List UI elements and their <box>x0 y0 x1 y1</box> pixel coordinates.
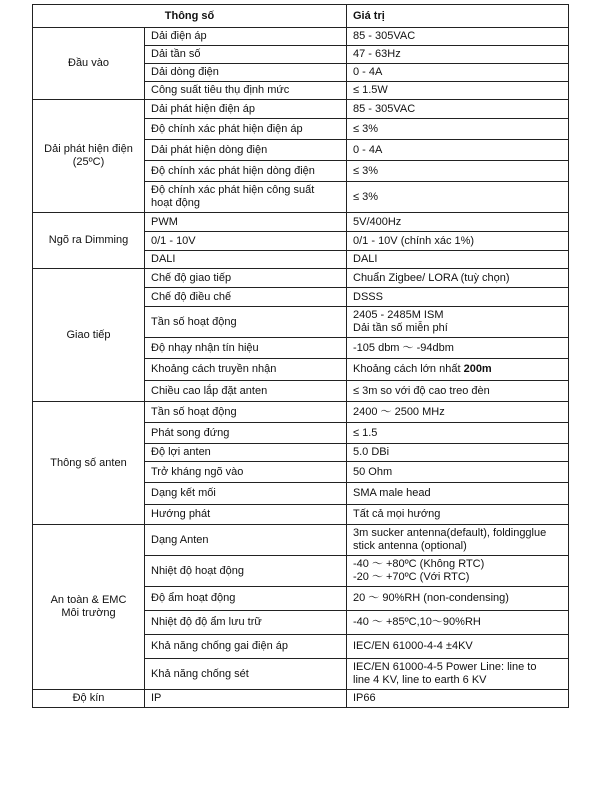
param-cell <box>145 525 347 556</box>
param-cell <box>145 359 347 381</box>
param-text: Hướng phát <box>151 508 211 520</box>
group-label <box>33 28 145 100</box>
param-cell <box>145 119 347 140</box>
group-label <box>33 525 145 690</box>
param-text: Công suất tiêu thụ định mức <box>151 84 290 96</box>
param-cell <box>145 269 347 288</box>
param-text: PWM <box>151 215 178 228</box>
value-text: 50 Ohm <box>353 465 393 478</box>
param-cell <box>145 46 347 64</box>
param-cell <box>145 381 347 402</box>
group-label <box>33 402 145 525</box>
param-cell <box>145 251 347 269</box>
param-text: Nhiệt độ độ ẩm lưu trữ <box>151 616 262 628</box>
value-cell <box>347 338 569 359</box>
value-text: IEC/EN 61000-4-5 Power Line: line to <box>353 661 537 673</box>
param-cell <box>145 505 347 525</box>
value-cell <box>347 213 569 232</box>
group-label <box>33 690 145 708</box>
table-row <box>33 28 569 46</box>
param-cell <box>145 28 347 46</box>
value-text: 85 - 305VAC <box>353 102 416 115</box>
value-text: IP66 <box>353 692 376 704</box>
param-text: Độ lợi anten <box>151 446 211 458</box>
param-text: Dải điện áp <box>151 30 207 42</box>
table-row <box>33 269 569 288</box>
param-cell <box>145 587 347 611</box>
param-cell <box>145 444 347 462</box>
value-cell <box>347 611 569 635</box>
value-text: DSSS <box>353 290 383 303</box>
param-text: Khả năng chống sét <box>151 667 249 680</box>
value-text: ≤ 3m so với độ cao treo đèn <box>353 384 490 397</box>
param-text: Chiều cao lắp đặt anten <box>151 384 268 397</box>
value-cell <box>347 525 569 556</box>
spec-body <box>33 28 569 708</box>
group-name-line2: (25ºC) <box>72 156 105 168</box>
param-text: Khoảng cách truyền nhận <box>151 363 277 375</box>
value-cell <box>347 307 569 338</box>
param-text: Tần số hoạt động <box>151 405 237 418</box>
param-cell <box>145 288 347 307</box>
value-cell <box>347 288 569 307</box>
param-text: Chế độ giao tiếp <box>151 271 232 284</box>
param-cell <box>145 402 347 423</box>
value-cell <box>347 483 569 505</box>
param-cell <box>145 483 347 505</box>
table-row <box>33 213 569 232</box>
table-row <box>33 525 569 556</box>
value-cell <box>347 381 569 402</box>
param-text: Độ nhạy nhận tín hiệu <box>151 341 259 354</box>
value-text: ≤ 1.5 <box>353 426 378 439</box>
value-text: -40 ～ +80ºC (Không RTC) <box>353 558 485 570</box>
param-text: Phát song đứng <box>151 426 230 439</box>
header-value: Giá trị <box>347 5 569 28</box>
value-text: Khoảng cách lớn nhất <box>353 363 461 375</box>
param-text: Chế độ điều chế <box>151 290 232 303</box>
value-cell <box>347 64 569 82</box>
param-text: Tần số hoạt động <box>151 315 237 328</box>
param-text: Độ chính xác phát hiện điện áp <box>151 122 303 135</box>
value-cell <box>347 556 569 587</box>
param-text: Độ chính xác phát hiện công suất <box>151 184 315 196</box>
param-text: 0/1 - 10V <box>151 234 196 247</box>
param-text: Dạng Anten <box>151 533 209 546</box>
param-cell <box>145 611 347 635</box>
header-row <box>33 5 569 28</box>
param-cell <box>145 161 347 182</box>
param-text: Độ ẩm hoạt động <box>151 592 236 604</box>
param-cell <box>145 338 347 359</box>
value-cell <box>347 359 569 381</box>
value-text-line2: Dải tần số miễn phí <box>353 322 448 334</box>
value-text: -40 ～ +85ºC,10～90%RH <box>353 616 481 628</box>
table-row <box>33 402 569 423</box>
param-text: Dải phát hiện dòng điện <box>151 143 268 156</box>
value-text: ≤ 3% <box>353 190 378 203</box>
param-text: Trở kháng ngõ vào <box>151 465 244 478</box>
value-text-line2: -20 ～ +70ºC (Với RTC) <box>353 571 470 583</box>
value-cell <box>347 232 569 251</box>
value-cell <box>347 119 569 140</box>
param-cell <box>145 232 347 251</box>
group-name: An toàn & EMC <box>50 594 127 606</box>
value-cell <box>347 269 569 288</box>
group-name: Thông số anten <box>50 456 127 469</box>
param-cell <box>145 64 347 82</box>
value-text: 2400 ～ 2500 MHz <box>353 405 445 418</box>
value-cell <box>347 462 569 483</box>
param-text: Dải tần số <box>151 48 201 60</box>
value-text-line2: stick antenna (optional) <box>353 540 467 552</box>
value-cell <box>347 587 569 611</box>
param-cell <box>145 423 347 444</box>
param-text: Khả năng chống gai điện áp <box>151 640 289 652</box>
group-label <box>33 100 145 213</box>
group-name: Giao tiếp <box>66 328 111 341</box>
param-text-line2: hoạt động <box>151 197 200 209</box>
group-name-line2: Môi trường <box>61 607 116 619</box>
param-text: IP <box>151 692 162 704</box>
value-text: 5V/400Hz <box>353 215 402 228</box>
value-cell <box>347 100 569 119</box>
param-cell <box>145 82 347 100</box>
value-cell <box>347 140 569 161</box>
table-row <box>33 690 569 708</box>
param-cell <box>145 635 347 659</box>
table-row <box>33 100 569 119</box>
group-label <box>33 269 145 402</box>
spec-table <box>32 4 569 708</box>
value-cell <box>347 251 569 269</box>
group-name: Độ kín <box>72 692 105 704</box>
param-cell <box>145 659 347 690</box>
value-text: ≤ 1.5W <box>353 84 388 96</box>
param-text: Dạng kết mối <box>151 487 216 499</box>
value-cell <box>347 444 569 462</box>
value-cell <box>347 402 569 423</box>
param-text: Độ chính xác phát hiện dòng điện <box>151 164 315 177</box>
value-cell <box>347 505 569 525</box>
value-text: IEC/EN 61000-4-4 ±4KV <box>353 640 473 652</box>
value-text: DALI <box>353 253 378 265</box>
value-cell <box>347 161 569 182</box>
value-text-line2: line 4 KV, line to earth 6 KV <box>353 674 487 686</box>
value-cell <box>347 423 569 444</box>
value-cell <box>347 659 569 690</box>
value-cell <box>347 28 569 46</box>
param-text: Nhiệt độ hoạt động <box>151 564 244 577</box>
param-cell <box>145 462 347 483</box>
value-text: 0 - 4A <box>353 66 383 78</box>
param-cell <box>145 556 347 587</box>
value-text: 85 - 305VAC <box>353 30 416 42</box>
value-cell <box>347 690 569 708</box>
value-text: ≤ 3% <box>353 122 378 135</box>
value-text: 20 ～ 90%RH (non-condensing) <box>353 592 509 604</box>
header-param: Thông số <box>33 5 347 28</box>
param-cell <box>145 140 347 161</box>
param-cell <box>145 182 347 213</box>
value-cell <box>347 182 569 213</box>
param-text: Dải dòng điện <box>151 66 219 78</box>
value-text: 0/1 - 10V (chính xác 1%) <box>353 234 475 247</box>
group-label <box>33 213 145 269</box>
param-text: Dải phát hiện điện áp <box>151 102 255 115</box>
group-name: Ngõ ra Dimming <box>48 234 129 246</box>
value-text: 47 - 63Hz <box>353 48 401 60</box>
value-text: 3m sucker antenna(default), foldingglue <box>353 527 547 539</box>
value-text: Tất cả mọi hướng <box>353 508 441 520</box>
value-text: 2405 - 2485M ISM <box>353 309 444 321</box>
param-text: DALI <box>151 253 176 265</box>
value-text: SMA male head <box>353 487 431 499</box>
value-cell <box>347 46 569 64</box>
value-text: 5.0 DBi <box>353 446 390 458</box>
value-cell <box>347 635 569 659</box>
value-cell <box>347 82 569 100</box>
param-cell <box>145 307 347 338</box>
param-cell <box>145 213 347 232</box>
value-text: 0 - 4A <box>353 143 383 156</box>
value-bold-text: 200m <box>463 363 492 375</box>
param-cell <box>145 100 347 119</box>
value-text: -105 dbm ～ -94dbm <box>353 341 454 354</box>
value-text: Chuẩn Zigbee/ LORA (tuỳ chọn) <box>353 271 510 284</box>
group-name: Dải phát hiện điện <box>44 143 133 155</box>
value-text: ≤ 3% <box>353 164 378 177</box>
param-cell <box>145 690 347 708</box>
group-name: Đầu vào <box>68 57 109 69</box>
